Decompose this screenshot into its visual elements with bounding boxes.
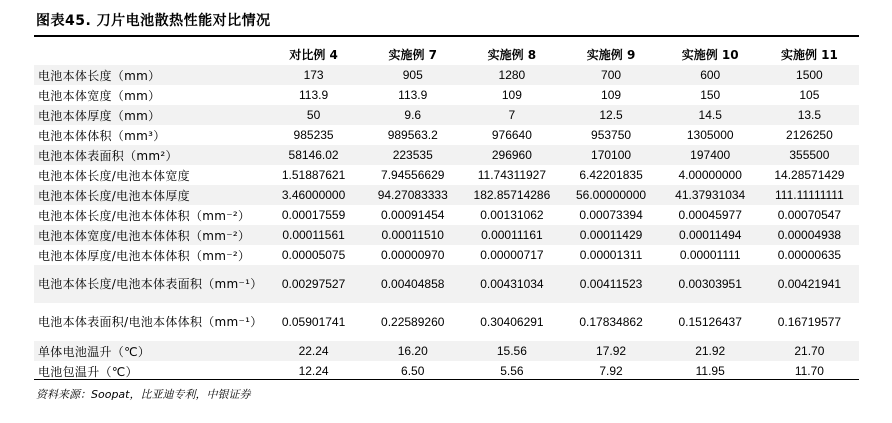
value-cell: 0.00131062 — [480, 208, 544, 222]
value-cell: 4.00000000 — [678, 168, 742, 182]
row-label: 电池本体体积（mm³） — [38, 128, 166, 143]
value-cell: 0.00001311 — [579, 248, 643, 262]
header-cell — [34, 44, 264, 65]
value-cell: 0.00073394 — [579, 208, 643, 222]
value-cell: 296960 — [462, 145, 561, 165]
row-label: 电池本体长度（mm） — [34, 65, 264, 85]
value-cell: 56.00000000 — [561, 185, 660, 205]
value-cell: 16.20 — [363, 341, 462, 361]
value-cell: 1500 — [760, 65, 859, 85]
value-cell: 0.00070547 — [777, 208, 842, 222]
value-cell: 14.28571429 — [774, 168, 845, 182]
value-cell: 12.5 — [561, 105, 660, 125]
value-cell: 0.00000970 — [381, 248, 445, 262]
value-cell: 21.70 — [760, 341, 859, 361]
value-cell: 21.92 — [661, 341, 760, 361]
value-cell: 0.22589260 — [381, 315, 445, 329]
value-cell: 58146.02 — [264, 145, 363, 165]
value-cell: 223535 — [363, 145, 462, 165]
value-cell: 0.00000717 — [480, 248, 544, 262]
value-cell: 5.56 — [500, 364, 524, 378]
value-cell: 3.46000000 — [264, 185, 363, 205]
value-cell: 0.00421941 — [760, 265, 859, 303]
value-cell: 0.00001111 — [679, 248, 741, 262]
row-label: 电池本体长度/电池本体宽度 — [38, 168, 190, 183]
value-cell: 0.00011161 — [462, 225, 561, 245]
value-cell: 976640 — [491, 128, 532, 142]
value-cell: 182.85714286 — [462, 185, 561, 205]
table-row — [34, 303, 859, 341]
source-note: 资料来源：Soopat，比亚迪专利，中银证券 — [36, 388, 251, 401]
table-row — [34, 245, 859, 265]
value-cell: 7.92 — [599, 364, 623, 378]
table-row — [34, 85, 859, 105]
value-cell: 13.5 — [760, 105, 859, 125]
value-cell: 109 — [501, 88, 522, 102]
value-cell: 6.42201835 — [579, 168, 643, 182]
header-cell: 对比例 4 — [289, 48, 338, 62]
header-cell: 实施例 10 — [681, 48, 739, 62]
table-row — [34, 145, 859, 165]
value-cell: 0.00091454 — [381, 208, 445, 222]
value-cell: 0.16719577 — [777, 315, 842, 329]
value-cell: 197400 — [661, 145, 760, 165]
row-label: 单体电池温升（℃） — [34, 341, 264, 361]
header-cell: 实施例 11 — [780, 48, 838, 62]
value-cell: 0.00005075 — [281, 248, 346, 262]
row-label: 电池包温升（℃） — [38, 364, 138, 379]
table-row — [34, 265, 859, 303]
value-cell: 6.50 — [401, 364, 425, 378]
value-cell: 11.95 — [695, 364, 725, 378]
table-row — [34, 341, 859, 361]
value-cell: 0.00011561 — [264, 225, 363, 245]
header-cell: 实施例 9 — [586, 48, 636, 62]
value-cell: 0.00045977 — [678, 208, 742, 222]
header-cell: 实施例 8 — [487, 48, 537, 62]
figure-title: 图表45. 刀片电池散热性能对比情况 — [36, 13, 271, 29]
value-cell: 0.00011429 — [561, 225, 660, 245]
row-label: 电池本体宽度/电池本体体积（mm⁻²） — [34, 225, 264, 245]
value-cell: 355500 — [760, 145, 859, 165]
value-cell: 700 — [561, 65, 660, 85]
table-row — [34, 205, 859, 225]
value-cell: 0.05901741 — [281, 315, 346, 329]
table-row — [34, 361, 859, 381]
value-cell: 0.17834862 — [579, 315, 643, 329]
value-cell: 0.00404858 — [363, 265, 462, 303]
value-cell: 113.9 — [299, 88, 329, 102]
value-cell: 1305000 — [686, 128, 734, 142]
value-cell: 113.9 — [398, 88, 428, 102]
value-cell: 1.51887621 — [281, 168, 346, 182]
value-cell: 170100 — [561, 145, 660, 165]
value-cell: 7 — [462, 105, 561, 125]
value-cell: 0.00004938 — [760, 225, 859, 245]
value-cell: 0.15126437 — [678, 315, 742, 329]
value-cell: 0.00303951 — [661, 265, 760, 303]
table-header-row — [34, 44, 859, 65]
value-cell: 150 — [700, 88, 721, 102]
value-cell: 0.00011510 — [363, 225, 462, 245]
value-cell: 50 — [264, 105, 363, 125]
row-label: 电池本体宽度（mm） — [38, 88, 161, 103]
value-cell: 1280 — [462, 65, 561, 85]
value-cell: 7.94556629 — [381, 168, 445, 182]
value-cell: 17.92 — [561, 341, 660, 361]
value-cell: 14.5 — [661, 105, 760, 125]
header-cell: 实施例 7 — [388, 48, 437, 62]
value-cell: 0.00431034 — [462, 265, 561, 303]
value-cell: 41.37931034 — [661, 185, 760, 205]
value-cell: 9.6 — [363, 105, 462, 125]
value-cell: 953750 — [591, 128, 632, 142]
row-label: 电池本体长度/电池本体厚度 — [34, 185, 264, 205]
value-cell: 11.70 — [794, 364, 824, 378]
table-row — [34, 225, 859, 245]
value-cell: 0.00017559 — [281, 208, 346, 222]
value-cell: 12.24 — [298, 364, 329, 378]
value-cell: 2126250 — [786, 128, 833, 142]
value-cell: 109 — [601, 88, 622, 102]
row-label: 电池本体厚度/电池本体体积（mm⁻²） — [38, 248, 251, 263]
value-cell: 11.74311927 — [477, 168, 547, 182]
title-divider — [34, 35, 859, 37]
table-row — [34, 165, 859, 185]
value-cell: 0.00411523 — [561, 265, 660, 303]
value-cell: 15.56 — [462, 341, 561, 361]
value-cell: 0.00000635 — [777, 248, 842, 262]
value-cell: 989563.2 — [387, 128, 438, 142]
value-cell: 22.24 — [264, 341, 363, 361]
row-label: 电池本体长度/电池本体体积（mm⁻²） — [38, 208, 251, 223]
table-bottom-divider — [34, 379, 859, 380]
value-cell: 600 — [661, 65, 760, 85]
comparison-table — [34, 44, 859, 381]
value-cell: 0.00297527 — [264, 265, 363, 303]
value-cell: 173 — [264, 65, 363, 85]
row-label: 电池本体长度/电池本体表面积（mm⁻¹） — [34, 265, 264, 303]
row-label: 电池本体表面积/电池本体体积（mm⁻¹） — [38, 315, 263, 329]
table-row — [34, 125, 859, 145]
value-cell: 0.30406291 — [480, 315, 544, 329]
row-label: 电池本体厚度（mm） — [34, 105, 264, 125]
table-row — [34, 65, 859, 85]
value-cell: 905 — [363, 65, 462, 85]
table-row — [34, 185, 859, 205]
table-row — [34, 105, 859, 125]
value-cell: 105 — [799, 88, 820, 102]
value-cell: 0.00011494 — [661, 225, 760, 245]
row-label: 电池本体表面积（mm²） — [34, 145, 264, 165]
value-cell: 111.11111111 — [760, 185, 859, 205]
value-cell: 94.27083333 — [363, 185, 462, 205]
value-cell: 985235 — [293, 128, 334, 142]
